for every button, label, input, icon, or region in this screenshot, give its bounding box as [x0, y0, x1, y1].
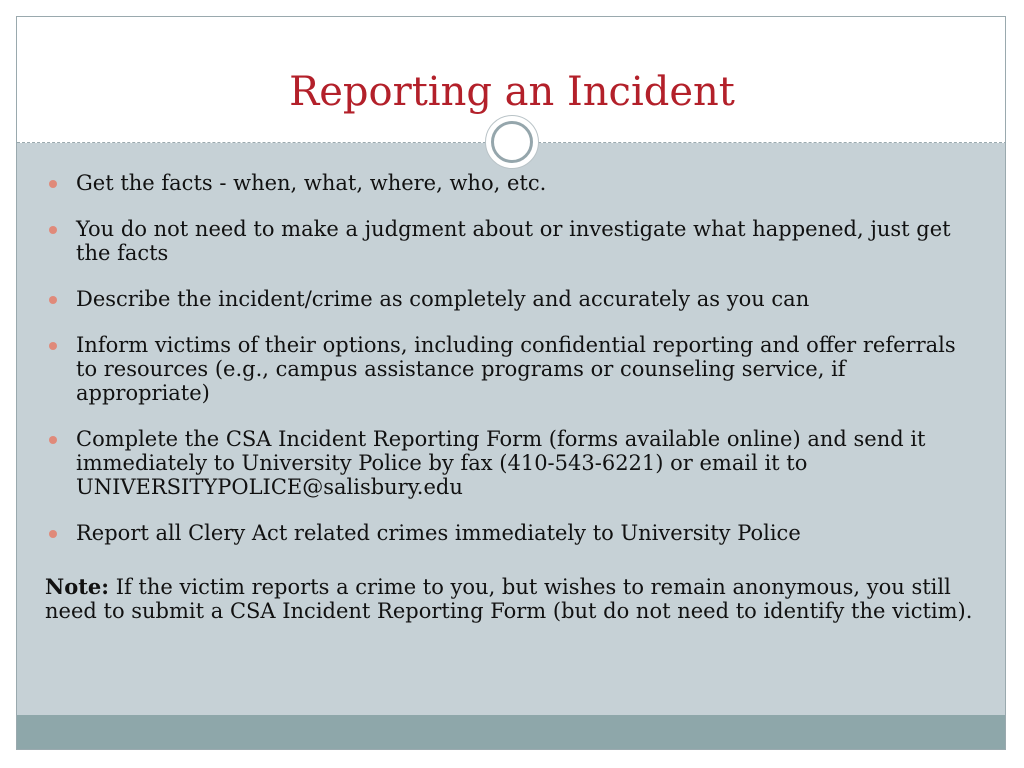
bullet-text: Describe the incident/crime as completely and accurately as you can: [76, 287, 810, 311]
slide: [16, 16, 1006, 750]
bullet-text: You do not need to make a judgment about or investigate what happened, just get the facts: [76, 217, 951, 265]
round-bullet-icon: [49, 226, 57, 234]
bullet-item: [45, 217, 975, 265]
bullet-text: Report all Clery Act related crimes immediately to University Police: [76, 521, 801, 545]
bullet-list: [45, 171, 975, 545]
bullet-item: [45, 171, 975, 195]
ring-ornament-inner: [491, 121, 533, 163]
bullet-item: [45, 521, 975, 545]
bullet-text: Get the facts - when, what, where, who, etc.: [76, 171, 547, 195]
slide-title: Reporting an Incident: [289, 69, 735, 115]
note-label: Note:: [45, 574, 110, 599]
ring-ornament-icon: [485, 115, 539, 169]
bullet-item: [45, 287, 975, 311]
round-bullet-icon: [49, 436, 57, 444]
note-paragraph: [45, 575, 975, 623]
footer-bar: [17, 715, 1006, 749]
bullet-item: [45, 427, 975, 499]
bullet-text: Complete the CSA Incident Reporting Form (forms available online) and send it immediately to University Police by fax (410-543-6221) or email it to UNIVERSITYPOLICE@salisbury.edu: [76, 427, 926, 499]
slide-content: [45, 171, 975, 623]
round-bullet-icon: [49, 342, 57, 350]
note-text: If the victim reports a crime to you, but wishes to remain anonymous, you still need to submit a CSA Incident Reporting Form (but do not need to identify the victim).: [45, 575, 973, 623]
bullet-text: Inform victims of their options, including confidential reporting and offer referrals to resources (e.g., campus assistance programs or counseling service, if appropriate): [76, 333, 956, 405]
round-bullet-icon: [49, 530, 57, 538]
round-bullet-icon: [49, 180, 57, 188]
bullet-item: [45, 333, 975, 405]
round-bullet-icon: [49, 296, 57, 304]
